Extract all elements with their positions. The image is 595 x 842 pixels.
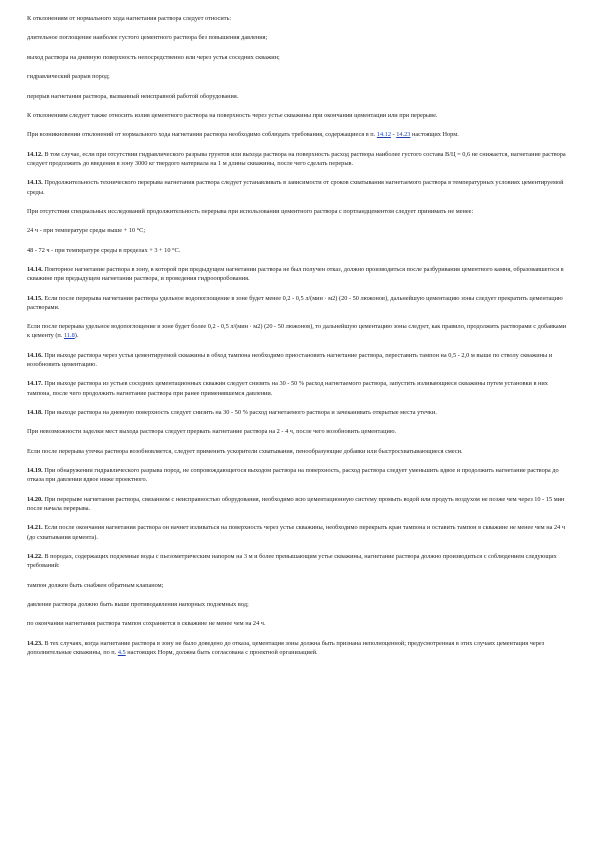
- paragraph: [27, 639, 568, 657]
- paragraph-text: При выходе раствора из устьев соседних цементационных скважин следует снизить на 30 - 50 % расход нагнетаемого раствора, запустить изливающиеся скважины путем установки в них тампона, после чего продолжить нагнетание раствора при ранее применявшемся давлении.: [27, 380, 548, 397]
- paragraph: [27, 33, 568, 42]
- paragraph-text: В том случае, если при отсутствии гидравлического разрыва грунтов или выхода раствора на поверхность расход раствора наиболее густого состава В/Ц = 0,6 не снижается, нагнетание раствора следует продолжить до введения в зону 3000 кг твердого материала на 1 м длины скважины, после чего сделать перерыв.: [27, 150, 566, 167]
- section-link[interactable]: 14.12: [376, 131, 391, 139]
- section-number: 14.13.: [27, 179, 43, 187]
- paragraph-text: настоящих Норм, должна быть согласована с проектной организацией.: [125, 648, 318, 656]
- paragraph-text: 24 ч - при температуре среды выше + 10 °С;: [27, 227, 146, 235]
- section-link[interactable]: 11.8: [63, 332, 75, 340]
- paragraph: [27, 619, 568, 628]
- paragraph-text: В тех случаях, когда нагнетание раствора в зону не было доведено до отказа, цементация зоны должна быть признана неполноценной; предусмотренная в этих случаях цементация через дополнительные скважины, по п.: [27, 639, 545, 656]
- paragraph: [27, 246, 568, 255]
- paragraph: [27, 351, 568, 369]
- paragraph: [27, 552, 568, 570]
- paragraph: [27, 322, 568, 340]
- paragraph: [27, 495, 568, 513]
- paragraph: [27, 408, 568, 417]
- paragraph: [27, 523, 568, 541]
- paragraph-text: гидравлический разрыв пород;: [27, 73, 110, 81]
- paragraph-text: При выходе раствора на дневную поверхность следует снизить на 30 - 50 % расход нагнетаемого раствора и зачеканивать открытые места утечки.: [42, 409, 437, 417]
- paragraph-text: Если после перерыва нагнетания раствора удельное водопоглощение в зоне будет менее 0,2 - 0,5 л/(мин · м2) (20 - 50 люжонов), дальнейшую цементацию зоны следует прекратить цементацию растворами.: [27, 294, 563, 311]
- paragraph-text: 48 - 72 ч - при температуре среды в пределах + 3 + 10 °С.: [27, 246, 181, 254]
- paragraph-text: При выходе раствора через устья цементируемой скважины в обход тампона необходимо приостановить нагнетание раствора, переставить тампон на 0,5 - 2,0 м выше по стволу скважины и возобновить цементацию.: [27, 351, 553, 369]
- section-link[interactable]: 14.23: [396, 131, 411, 139]
- paragraph: [27, 130, 568, 139]
- paragraph: [27, 178, 568, 196]
- paragraph: [27, 294, 568, 312]
- paragraph-text: ).: [74, 332, 79, 340]
- paragraph-text: Продолжительность технического перерыва нагнетания раствора следует устанавливать в зависимости от сроков схватывания нагнетаемого раствора в температурных условиях цементируемой среды.: [27, 179, 564, 196]
- paragraph-text: настоящих Норм.: [410, 131, 459, 139]
- paragraph-text: -: [390, 131, 397, 139]
- paragraph: [27, 466, 568, 484]
- paragraph-text: Если после перерыва утечка раствора возобновляется, следует применить ускорители схватывания, пенообразующие добавки или быстросхватывающиеся смеси.: [27, 447, 463, 455]
- paragraph-text: При обнаружении гидравлического разрыва пород, не сопровождающегося выходом раствора на поверхность, расход раствора следует уменьшить вдвое и продолжить нагнетание раствора до отказа при давлении вдвое ниже проектного.: [27, 467, 559, 484]
- paragraph: [27, 265, 568, 283]
- paragraph: [27, 207, 568, 216]
- paragraph-text: Повторное нагнетание раствора в зону, в которой при предыдущем нагнетании раствора не был получен отказ, должно производиться после разбуривания цементного камня, образовавшегося в скважине при предыдущем нагнетании раствора, и проведения гидроопробования.: [27, 266, 564, 283]
- paragraph: [27, 427, 568, 436]
- document-body: [27, 14, 568, 667]
- paragraph: [27, 447, 568, 456]
- paragraph: [27, 53, 568, 62]
- paragraph: [27, 14, 568, 23]
- section-number: 14.21.: [27, 524, 43, 532]
- section-number: 14.15.: [27, 294, 43, 302]
- section-number: 14.19.: [27, 467, 43, 475]
- paragraph: [27, 226, 568, 235]
- paragraph: [27, 92, 568, 101]
- paragraph-text: перерыв нагнетания раствора, вызванный неисправной работой оборудования.: [27, 92, 239, 100]
- paragraph-text: В породах, содержащих подземные воды с пьезометрическим напором на 3 м и более превышающим устье скважины, нагнетание раствора должно производиться с соблюдением следующих требований:: [27, 553, 557, 570]
- paragraph-text: по окончании нагнетания раствора тампон сохраняется в скважине не менее чем на 24 ч.: [27, 620, 266, 628]
- paragraph-text: длительное поглощение наиболее густого цементного раствора без повышения давления;: [27, 34, 268, 42]
- paragraph-text: При отсутствии специальных исследований продолжительность перерыва при использовании цементного раствора с портландцементом следует принимать не менее:: [27, 207, 474, 215]
- section-number: 14.12.: [27, 150, 43, 158]
- section-number: 14.22.: [27, 553, 43, 561]
- paragraph-text: При невозможности заделки мест выхода раствора следует прервать нагнетание раствора на 2 - 4 ч, после чего возобновить цементацию.: [27, 428, 397, 436]
- section-number: 14.23.: [27, 639, 43, 647]
- section-number: 14.20.: [27, 495, 43, 503]
- paragraph-text: тампон должен быть снабжен обратным клапаном;: [27, 581, 164, 589]
- section-number: 14.17.: [27, 380, 43, 388]
- paragraph-text: При перерыве нагнетания раствора, связанном с неисправностью оборудования, необходимо всю цементационную систему промыть водой или продуть воздухом не позже чем через 10 - 15 мин после начала перерыва.: [27, 495, 565, 513]
- paragraph: [27, 581, 568, 590]
- paragraph-text: давление раствора должно быть выше противодавления напорных подземных вод;: [27, 601, 249, 608]
- paragraph: [27, 150, 568, 168]
- section-number: 14.14.: [27, 266, 43, 274]
- paragraph: [27, 111, 568, 120]
- paragraph-text: К отклонениям следует также относить излив цементного раствора на поверхность через устье скважины при окончании цементации или при перерыве.: [27, 111, 438, 119]
- paragraph-text: выход раствора на дневную поверхность непосредственно или через устья соседних скважин;: [27, 53, 280, 61]
- paragraph: [27, 379, 568, 397]
- paragraph-text: К отклонениям от нормального хода нагнетания раствора следует относить:: [27, 15, 232, 22]
- paragraph-text: Если после перерыва удельное водопоглощение в зоне будет более 0,2 - 0,5 л/(мин · м2) (20 - 50 люжонов), то дальнейшую цементацию зоны следует, как правило, продолжить растворами с добавками к цементу (п.: [27, 323, 567, 340]
- section-link[interactable]: 4.5: [117, 648, 126, 656]
- paragraph: [27, 72, 568, 81]
- paragraph-text: При возникновении отклонений от нормального хода нагнетания раствора необходимо соблюдать требования, содержащиеся в п.: [27, 131, 377, 139]
- paragraph-text: Если после окончания нагнетания раствора он начнет изливаться на поверхность через устье скважины, необходимо перекрыть кран тампона и оставить тампон в скважине не менее чем на 24 ч (до схватывания цемента).: [27, 524, 565, 541]
- section-number: 14.18.: [27, 409, 43, 417]
- section-number: 14.16.: [27, 351, 43, 359]
- paragraph: [27, 600, 568, 609]
